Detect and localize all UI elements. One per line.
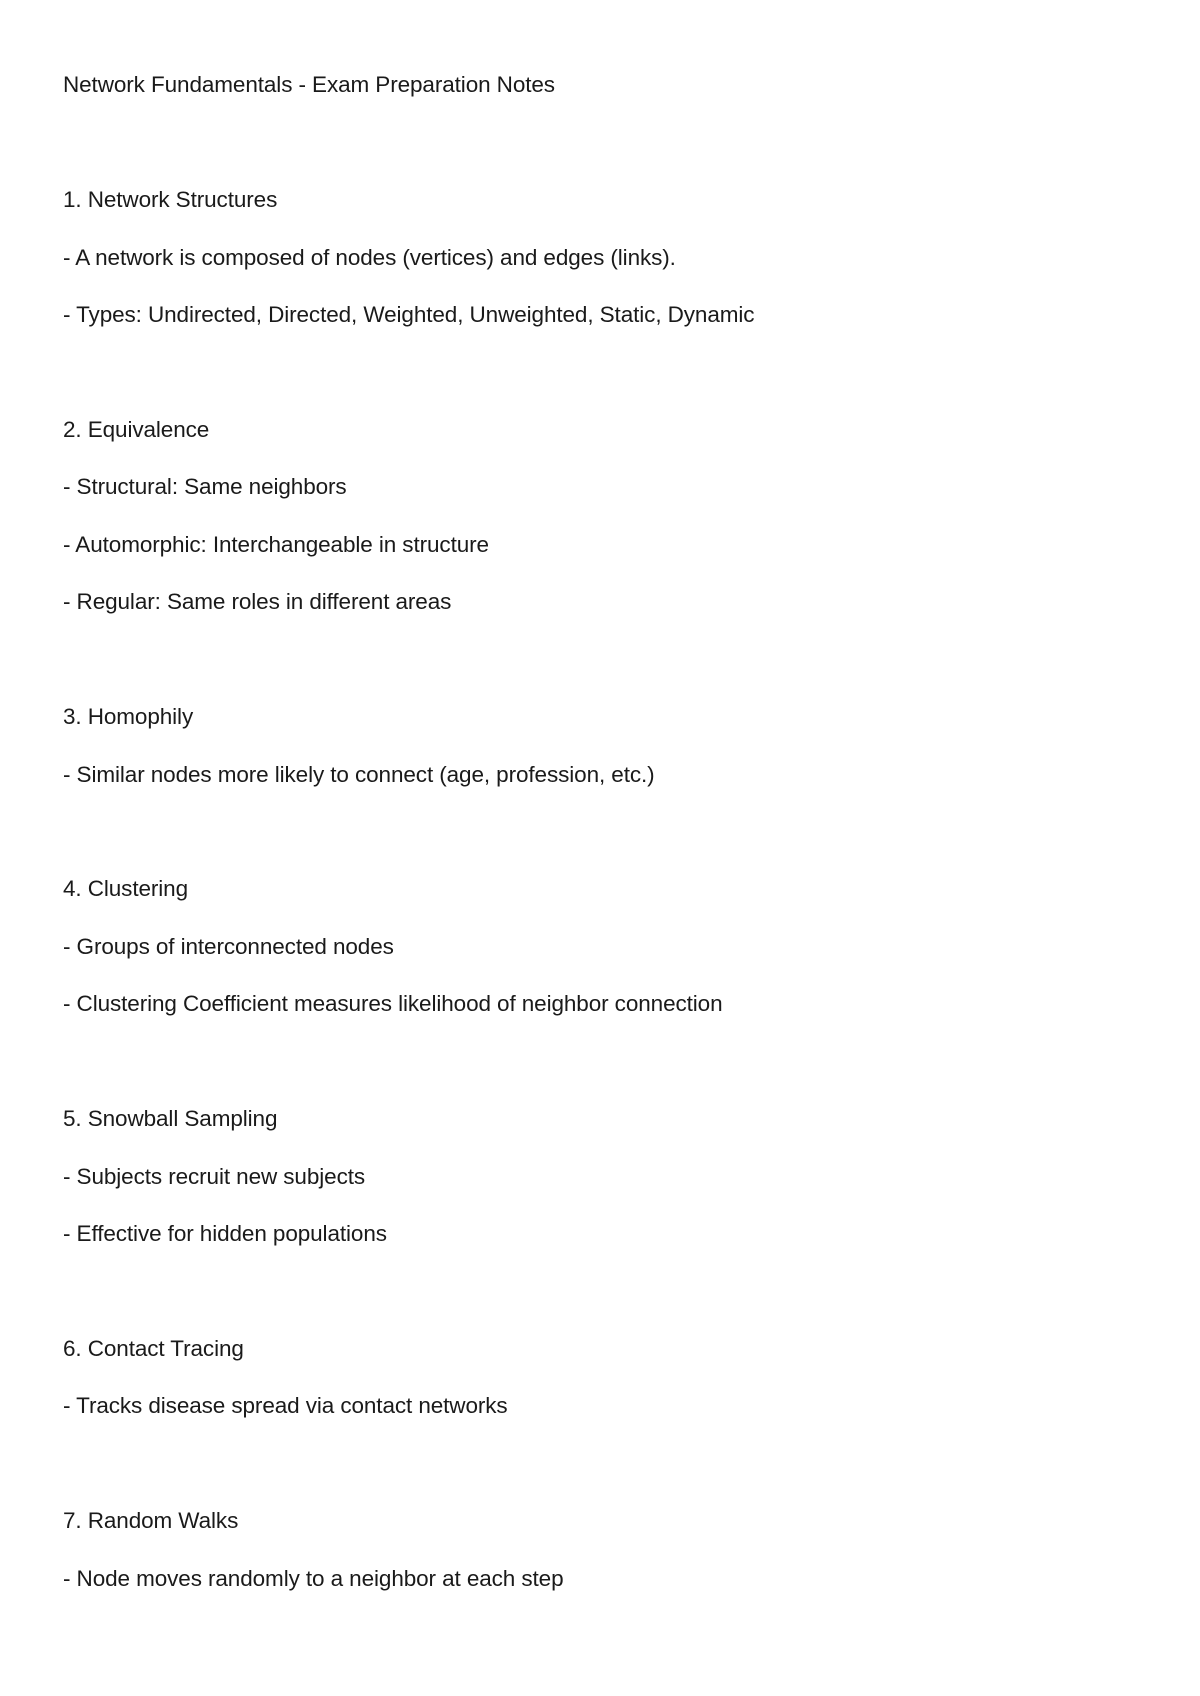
bullet-regular-equivalence: - Regular: Same roles in different areas (63, 589, 452, 614)
section-heading-contact-tracing: 6. Contact Tracing (63, 1336, 244, 1361)
bullet-homophily-definition: - Similar nodes more likely to connect (age, profession, etc.) (63, 762, 655, 787)
bullet-snowball-recruit: - Subjects recruit new subjects (63, 1164, 366, 1189)
section-heading-snowball-sampling: 5. Snowball Sampling (63, 1106, 278, 1131)
section-heading-equivalence: 2. Equivalence (63, 417, 210, 442)
bullet-automorphic-equivalence: - Automorphic: Interchangeable in structure (63, 532, 489, 557)
bullet-network-composition: - A network is composed of nodes (vertices) and edges (links). (63, 245, 676, 270)
section-heading-clustering: 4. Clustering (63, 876, 189, 901)
section-heading-random-walks: 7. Random Walks (63, 1508, 239, 1533)
section-heading-network-structures: 1. Network Structures (63, 187, 278, 212)
bullet-clustering-coefficient: - Clustering Coefficient measures likelihood of neighbor connection (63, 991, 723, 1016)
bullet-clustering-groups: - Groups of interconnected nodes (63, 934, 394, 959)
section-heading-homophily: 3. Homophily (63, 704, 194, 729)
bullet-network-types: - Types: Undirected, Directed, Weighted, Unweighted, Static, Dynamic (63, 302, 755, 327)
bullet-random-walks-definition: - Node moves randomly to a neighbor at each step (63, 1566, 564, 1591)
bullet-contact-tracing-definition: - Tracks disease spread via contact networks (63, 1393, 508, 1418)
bullet-structural-equivalence: - Structural: Same neighbors (63, 474, 347, 499)
document-title: Network Fundamentals - Exam Preparation Notes (63, 72, 555, 97)
bullet-snowball-hidden-populations: - Effective for hidden populations (63, 1221, 387, 1246)
